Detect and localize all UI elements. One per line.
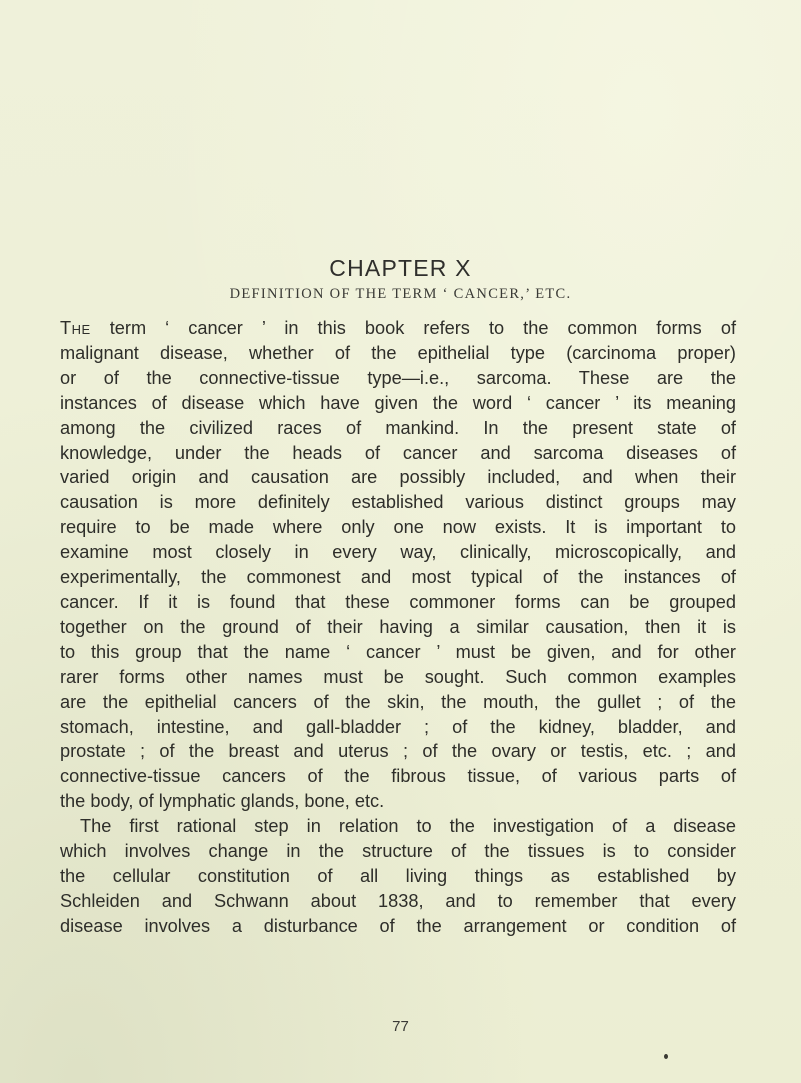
- opening-word: The: [60, 318, 91, 338]
- chapter-subtitle: DEFINITION OF THE TERM ‘ CANCER,’ ETC.: [229, 286, 572, 302]
- text-line: The term ‘ cancer ’ in this book refers to the common forms of: [60, 318, 736, 338]
- text-line: prostate ; of the breast and uterus ; of the ovary or testis, etc. ; and: [60, 741, 736, 762]
- text-line: cancer. If it is found that these commoner forms can be grouped: [60, 591, 736, 612]
- ink-speck: [664, 1054, 668, 1059]
- page-number: 77: [392, 1018, 409, 1035]
- text-line: stomach, intestine, and gall-bladder ; of the kidney, bladder, and: [60, 716, 736, 737]
- text-line: require to be made where only one now exists. It is important to: [60, 517, 736, 538]
- text-line: examine most closely in every way, clinically, microscopically, and: [60, 542, 736, 563]
- text-line: the cellular constitution of all living things as established by: [60, 865, 736, 886]
- text-line: rarer forms other names must be sought. Such common examples: [60, 666, 736, 687]
- text-line: together on the ground of their having a similar causation, then it is: [60, 616, 736, 637]
- body-text: [60, 316, 736, 939]
- text-line: connective-tissue cancers of the fibrous tissue, of various parts of: [60, 766, 736, 787]
- text-line: knowledge, under the heads of cancer and sarcoma diseases of: [60, 442, 736, 463]
- text-line: are the epithelial cancers of the skin, the mouth, the gullet ; of the: [60, 691, 736, 712]
- chapter-title: CHAPTER X: [329, 255, 472, 281]
- text-line: The first rational step in relation to the investigation of a disease: [80, 816, 736, 837]
- text-line: to this group that the name ‘ cancer ’ must be given, and for other: [60, 641, 736, 662]
- text-line: experimentally, the commonest and most typical of the instances of: [60, 567, 736, 588]
- text-line: malignant disease, whether of the epithelial type (carcinoma proper): [60, 342, 736, 363]
- text-line: varied origin and causation are possibly included, and when their: [60, 467, 736, 488]
- text-line: or of the connective-tissue type—i.e., sarcoma. These are the: [60, 367, 736, 388]
- text-line: which involves change in the structure of the tissues is to consider: [60, 841, 736, 862]
- text-line: among the civilized races of mankind. In the present state of: [60, 417, 736, 438]
- text-line: the body, of lymphatic glands, bone, etc.: [60, 791, 385, 812]
- text-line: instances of disease which have given the word ‘ cancer ’ its meaning: [60, 392, 736, 413]
- text-line: disease involves a disturbance of the arrangement or condition of: [60, 915, 736, 936]
- text-line: causation is more definitely established various distinct groups may: [60, 492, 736, 513]
- text-line: Schleiden and Schwann about 1838, and to remember that every: [60, 890, 736, 911]
